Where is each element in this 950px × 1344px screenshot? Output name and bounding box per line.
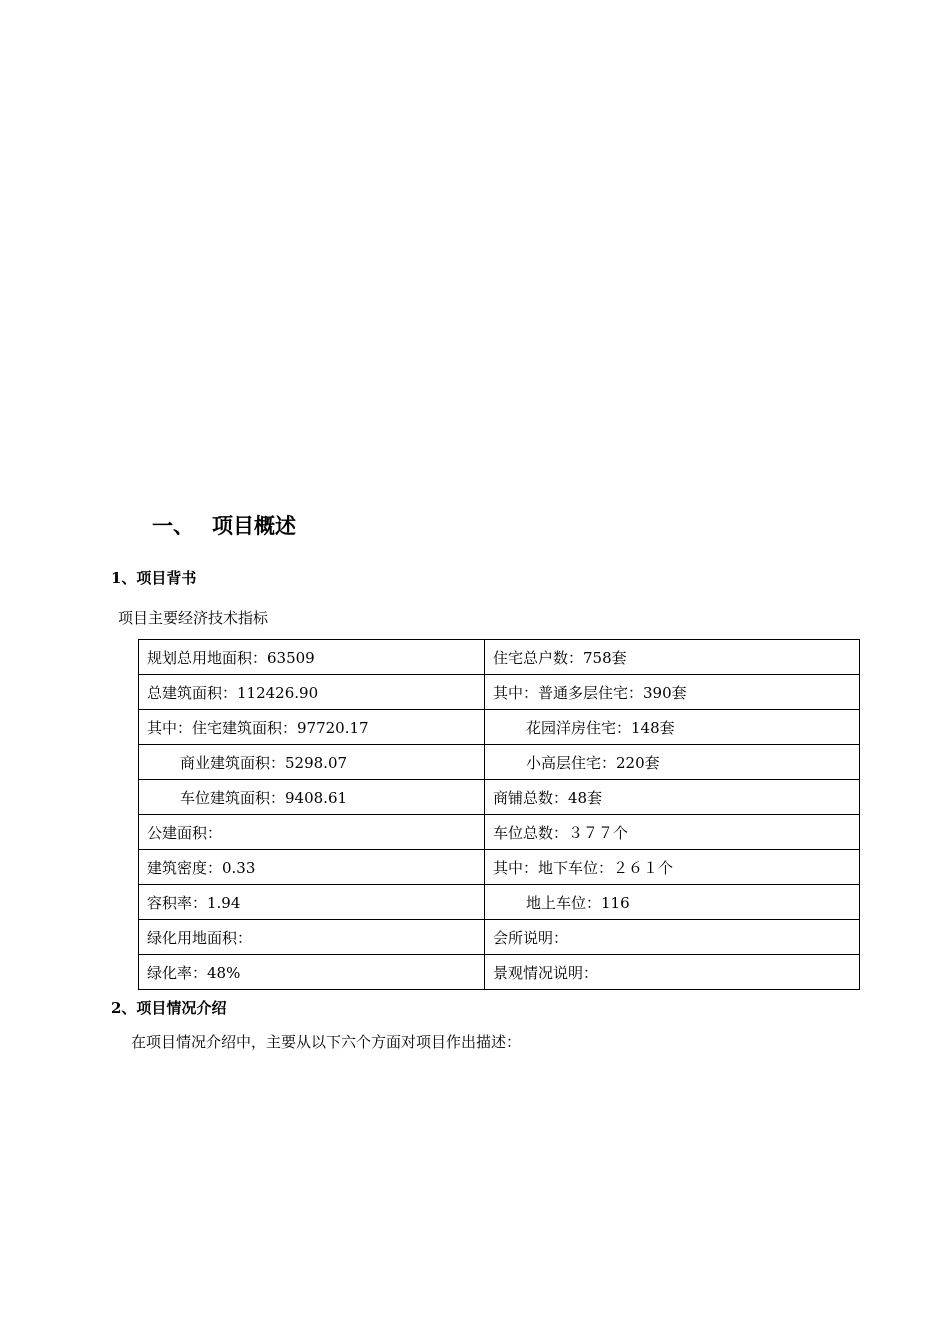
table-row xyxy=(139,675,860,710)
table-caption: 项目主要经济技术指标 xyxy=(118,609,269,627)
table-cell: 其中：住宅建筑面积：97720.17 xyxy=(139,710,485,745)
table-cell: 绿化用地面积： xyxy=(139,920,485,955)
table-cell: 建筑密度：0.33 xyxy=(139,850,485,885)
table-row xyxy=(139,780,860,815)
chapter-title-text: 项目概述 xyxy=(212,513,296,538)
table-row xyxy=(139,745,860,780)
table-cell: 花园洋房住宅：148套 xyxy=(485,710,860,745)
table-cell: 景观情况说明： xyxy=(485,955,860,990)
table-cell: 地上车位：116 xyxy=(485,885,860,920)
chapter-number: 一、 xyxy=(152,513,194,538)
table-row xyxy=(139,955,860,990)
section-heading-background: 1、项目背书 xyxy=(111,569,197,587)
table-cell: 车位建筑面积：9408.61 xyxy=(139,780,485,815)
table-cell: 住宅总户数：758套 xyxy=(485,640,860,675)
table-cell: 总建筑面积：112426.90 xyxy=(139,675,485,710)
table-cell: 商业建筑面积：5298.07 xyxy=(139,745,485,780)
table-cell: 其中：普通多层住宅：390套 xyxy=(485,675,860,710)
table-cell: 小高层住宅：220套 xyxy=(485,745,860,780)
table-row xyxy=(139,920,860,955)
table-row xyxy=(139,850,860,885)
table-cell: 绿化率：48% xyxy=(139,955,485,990)
intro-paragraph: 在项目情况介绍中，主要从以下六个方面对项目作出描述： xyxy=(131,1033,522,1051)
table-row xyxy=(139,640,860,675)
table-cell: 车位总数：３７７个 xyxy=(485,815,860,850)
table-cell: 公建面积： xyxy=(139,815,485,850)
table-row xyxy=(139,710,860,745)
table-cell: 其中：地下车位：２６１个 xyxy=(485,850,860,885)
table-row xyxy=(139,885,860,920)
table-cell: 会所说明： xyxy=(485,920,860,955)
table-row xyxy=(139,815,860,850)
economic-indicators-table xyxy=(138,639,860,990)
table-cell: 规划总用地面积：63509 xyxy=(139,640,485,675)
chapter-title xyxy=(152,510,296,540)
table-cell: 容积率：1.94 xyxy=(139,885,485,920)
section-heading-introduction: 2、项目情况介绍 xyxy=(111,999,227,1017)
table-cell: 商铺总数：48套 xyxy=(485,780,860,815)
